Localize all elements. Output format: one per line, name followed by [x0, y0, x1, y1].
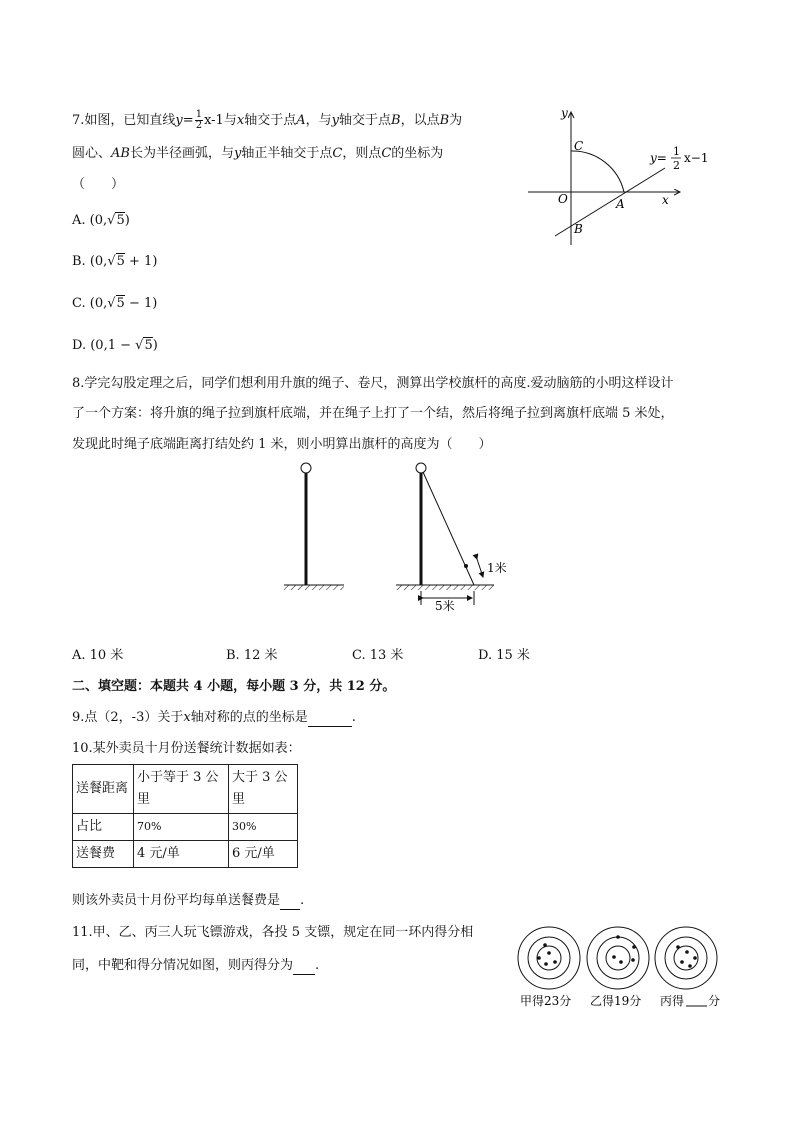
q7-line2: 圆心、AB长为半径画弧，与y轴正半轴交于点C，则点C的坐标为	[72, 146, 444, 161]
caption-bing-unit: 分	[708, 994, 721, 1008]
table-cell: 70%	[134, 814, 229, 841]
q9-blank	[308, 710, 352, 727]
point-b-label: B	[574, 222, 583, 236]
equation-y: y=	[650, 151, 667, 165]
equation-den: 2	[673, 159, 680, 172]
caption-jia: 甲得23分	[520, 994, 572, 1008]
q7-figure	[520, 100, 730, 250]
q9-text: 9.点（2，-3）关于x轴对称的点的坐标是 .	[72, 710, 356, 725]
q7-option-a: A. (0,√5)	[72, 213, 130, 228]
q7-option-c: C. (0,√5 − 1)	[72, 296, 158, 311]
label-1m: 1米	[487, 561, 507, 575]
q7-line1: 7.如图，已知直线y= $\frac{1}{2}$ x-1与x轴交于点A，与y轴交于点B，以点B为	[72, 109, 463, 131]
label-5m: 5米	[435, 599, 455, 613]
q8-option-a: A. 10 米	[72, 648, 124, 663]
table-cell: 大于 3 公里	[229, 765, 298, 814]
q11-line2: 同，中靶和得分情况如图，则丙得分为 .	[72, 958, 320, 973]
q8-option-c: C. 13 米	[352, 648, 404, 663]
y-axis-label: y	[561, 106, 568, 120]
section-title: 二、填空题：本题共 4 小题，每小题 3 分，共 12 分。	[72, 679, 396, 694]
q10-outro: 则该外卖员十月份平均每单送餐费是 .	[72, 893, 305, 908]
table-cell: 送餐距离	[73, 765, 134, 814]
q8-option-b: B. 12 米	[226, 648, 278, 663]
q11-blank	[293, 958, 315, 975]
right-ground	[396, 585, 494, 590]
q10-table	[72, 764, 298, 868]
table-cell: 小于等于 3 公里	[134, 765, 229, 814]
table-cell: 4 元/单	[134, 841, 229, 868]
q11-line1: 11.甲、乙、丙三人玩飞镖游戏，各投 5 支镖，规定在同一环内得分相	[72, 925, 474, 940]
rope	[423, 472, 474, 585]
q8-line3: 发现此时绳子底端距离打结处约 1 米，则小明算出旗杆的高度为（ ）	[72, 437, 492, 452]
q7-fraction: $\frac{1}{2}$	[195, 109, 203, 131]
table-row	[73, 765, 298, 814]
left-pole-top	[301, 463, 311, 473]
arc	[571, 151, 624, 192]
caption-yi: 乙得19分	[590, 994, 642, 1008]
origin-label: O	[558, 192, 568, 206]
q7-option-d: D. (0,1 − √5)	[72, 338, 158, 353]
point-c-label: C	[574, 139, 584, 153]
x-axis-label: x	[662, 193, 669, 207]
table-cell: 6 元/单	[229, 841, 298, 868]
q7-option-b: B. (0,√5 + 1)	[72, 254, 158, 269]
q10-blank	[280, 893, 300, 910]
knot	[464, 564, 468, 568]
table-cell: 送餐费	[73, 841, 134, 868]
target-yi	[587, 927, 649, 989]
equation-tail: x−1	[684, 151, 709, 165]
left-ground	[284, 585, 344, 590]
q10-intro: 10.某外卖员十月份送餐统计数据如表：	[72, 741, 301, 756]
q11-targets	[512, 925, 727, 1015]
table-row	[73, 841, 298, 868]
q8-line1: 8.学完勾股定理之后，同学们想利用升旗的绳子、卷尺，测算出学校旗杆的高度.爱动脑筋的小明这样设计	[72, 376, 674, 391]
one-meter-arrow	[477, 559, 483, 577]
right-pole-top	[416, 463, 426, 473]
q7-paren: （ ）	[72, 177, 125, 192]
q8-option-d: D. 15 米	[478, 648, 530, 663]
table-cell: 30%	[229, 814, 298, 841]
equation-num: 1	[673, 145, 680, 158]
q8-figure	[270, 455, 530, 615]
target-bing	[655, 927, 717, 989]
table-row	[73, 814, 298, 841]
point-a-label: A	[616, 197, 625, 211]
caption-bing: 丙得	[660, 994, 685, 1008]
q8-line2: 了一个方案：将升旗的绳子拉到旗杆底端，并在绳子上打了一个结，然后将绳子拉到离旗杆底端 5 米处，	[72, 406, 674, 421]
table-cell: 占比	[73, 814, 134, 841]
target-jia	[518, 927, 580, 989]
